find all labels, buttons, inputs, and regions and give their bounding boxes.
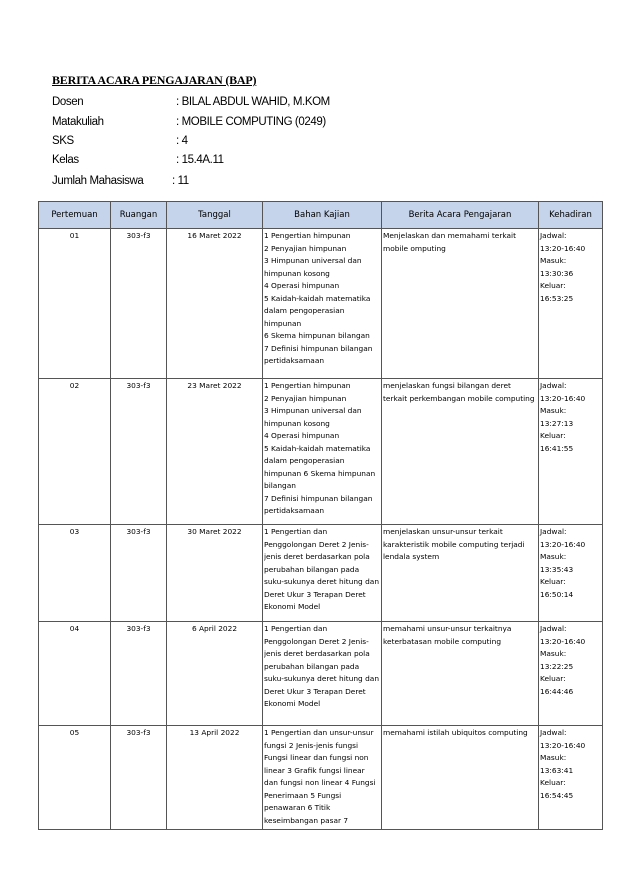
table-row xyxy=(39,622,603,726)
cell-bahan-kajian xyxy=(263,525,382,622)
cell-kehadiran: Jadwal: 13:20-16:40 Masuk: 13:63:41 Keluar: 16:54:45 xyxy=(539,726,603,830)
cell-tanggal: 16 Maret 2022 xyxy=(167,229,263,379)
col-header-pertemuan: Pertemuan xyxy=(39,202,111,229)
cell-bahan-kajian xyxy=(263,726,382,830)
bahan-text: 1 Pengertian dan Penggolongan Deret 2 Jenis-jenis deret berdasarkan pola perubahan bilangan pada suku-sukunya deret hitung dan Deret Ukur 3 Terapan Deret Ekonomi Model xyxy=(264,624,380,708)
cell-pertemuan: 01 xyxy=(39,229,111,379)
cell-bahan-kajian xyxy=(263,622,382,726)
cell-tanggal: 23 Maret 2022 xyxy=(167,379,263,525)
info-value: : 4 xyxy=(176,135,188,147)
cell-berita-acara: Menjelaskan dan memahami terkait mobile omputing xyxy=(382,229,539,379)
cell-berita-acara: memahami istilah ubiquitos computing xyxy=(382,726,539,830)
cell-ruangan: 303-f3 xyxy=(111,726,167,830)
table-header-row xyxy=(39,202,603,229)
info-label: Jumlah Mahasiswa xyxy=(52,175,144,187)
col-header-kehadiran: Kehadiran xyxy=(539,202,603,229)
info-value: : MOBILE COMPUTING (0249) xyxy=(176,116,326,128)
info-label: Kelas xyxy=(52,154,79,166)
col-header-bahan-kajian: Bahan Kajian xyxy=(263,202,382,229)
info-value: : 15.4A.11 xyxy=(176,154,224,166)
cell-tanggal: 13 April 2022 xyxy=(167,726,263,830)
cell-kehadiran: Jadwal: 13:20-16:40 Masuk: 13:27:13 Keluar: 16:41:55 xyxy=(539,379,603,525)
table-row xyxy=(39,229,603,379)
col-header-ruangan: Ruangan xyxy=(111,202,167,229)
cell-pertemuan: 02 xyxy=(39,379,111,525)
table-row xyxy=(39,379,603,525)
cell-bahan-kajian xyxy=(263,379,382,525)
info-label: SKS xyxy=(52,135,74,147)
cell-tanggal: 6 April 2022 xyxy=(167,622,263,726)
cell-pertemuan: 03 xyxy=(39,525,111,622)
cell-bahan-kajian xyxy=(263,229,382,379)
bap-table xyxy=(38,201,603,830)
table-row xyxy=(39,525,603,622)
cell-ruangan: 303-f3 xyxy=(111,379,167,525)
cell-pertemuan: 04 xyxy=(39,622,111,726)
cell-pertemuan: 05 xyxy=(39,726,111,830)
table-row xyxy=(39,726,603,830)
cell-ruangan: 303-f3 xyxy=(111,525,167,622)
bahan-text: 1 Pengertian dan Penggolongan Deret 2 Jenis-jenis deret berdasarkan pola perubahan bilangan pada suku-sukunya deret hitung dan Deret Ukur 3 Terapan Deret Ekonomi Model xyxy=(264,527,380,611)
info-label: Matakuliah xyxy=(52,116,104,128)
cell-ruangan: 303-f3 xyxy=(111,229,167,379)
cell-kehadiran: Jadwal: 13:20-16:40 Masuk: 13:22:25 Keluar: 16:44:46 xyxy=(539,622,603,726)
document-title: BERITA ACARA PENGAJARAN (BAP) xyxy=(52,73,257,87)
bahan-text: 1 Pengertian himpunan 2 Penyajian himpunan 3 Himpunan universal dan himpunan kosong 4 Operasi himpunan 5 Kaidah-kaidah matematika dalam pengoperasian himpunan 6 Skema himpunan bilangan 7 Definisi himpunan bilangan pertidaksamaan xyxy=(264,231,373,365)
info-label: Dosen xyxy=(52,96,84,108)
cell-berita-acara: menjelaskan fungsi bilangan deret terkait perkembangan mobile computing xyxy=(382,379,539,525)
bahan-text: 1 Pengertian dan unsur-unsur fungsi 2 Jenis-jenis fungsi Fungsi linear dan fungsi non linear 3 Grafik fungsi linear dan fungsi non linear 4 Fungsi Penerimaan 5 Fungsi penawaran 6 Titik keseimbangan pasar 7 xyxy=(264,728,376,825)
info-value: : BILAL ABDUL WAHID, M.KOM xyxy=(176,96,330,108)
info-value: : 11 xyxy=(172,175,189,187)
bahan-text: 1 Pengertian himpunan 2 Penyajian himpunan 3 Himpunan universal dan himpunan kosong 4 Operasi himpunan 5 Kaidah-kaidah matematika dalam pengoperasian himpunan 6 Skema himpunan bilangan 7 Definisi himpunan bilangan pertidaksamaan xyxy=(264,381,376,515)
cell-berita-acara: memahami unsur-unsur terkaitnya keterbatasan mobile computing xyxy=(382,622,539,726)
cell-kehadiran: Jadwal: 13:20-16:40 Masuk: 13:35:43 Keluar: 16:50:14 xyxy=(539,525,603,622)
cell-berita-acara: menjelaskan unsur-unsur terkait karakteristik mobile computing terjadi lendala system xyxy=(382,525,539,622)
cell-ruangan: 303-f3 xyxy=(111,622,167,726)
col-header-tanggal: Tanggal xyxy=(167,202,263,229)
col-header-berita-acara: Berita Acara Pengajaran xyxy=(382,202,539,229)
cell-tanggal: 30 Maret 2022 xyxy=(167,525,263,622)
cell-kehadiran: Jadwal: 13:20-16:40 Masuk: 13:30:36 Keluar: 16:53:25 xyxy=(539,229,603,379)
